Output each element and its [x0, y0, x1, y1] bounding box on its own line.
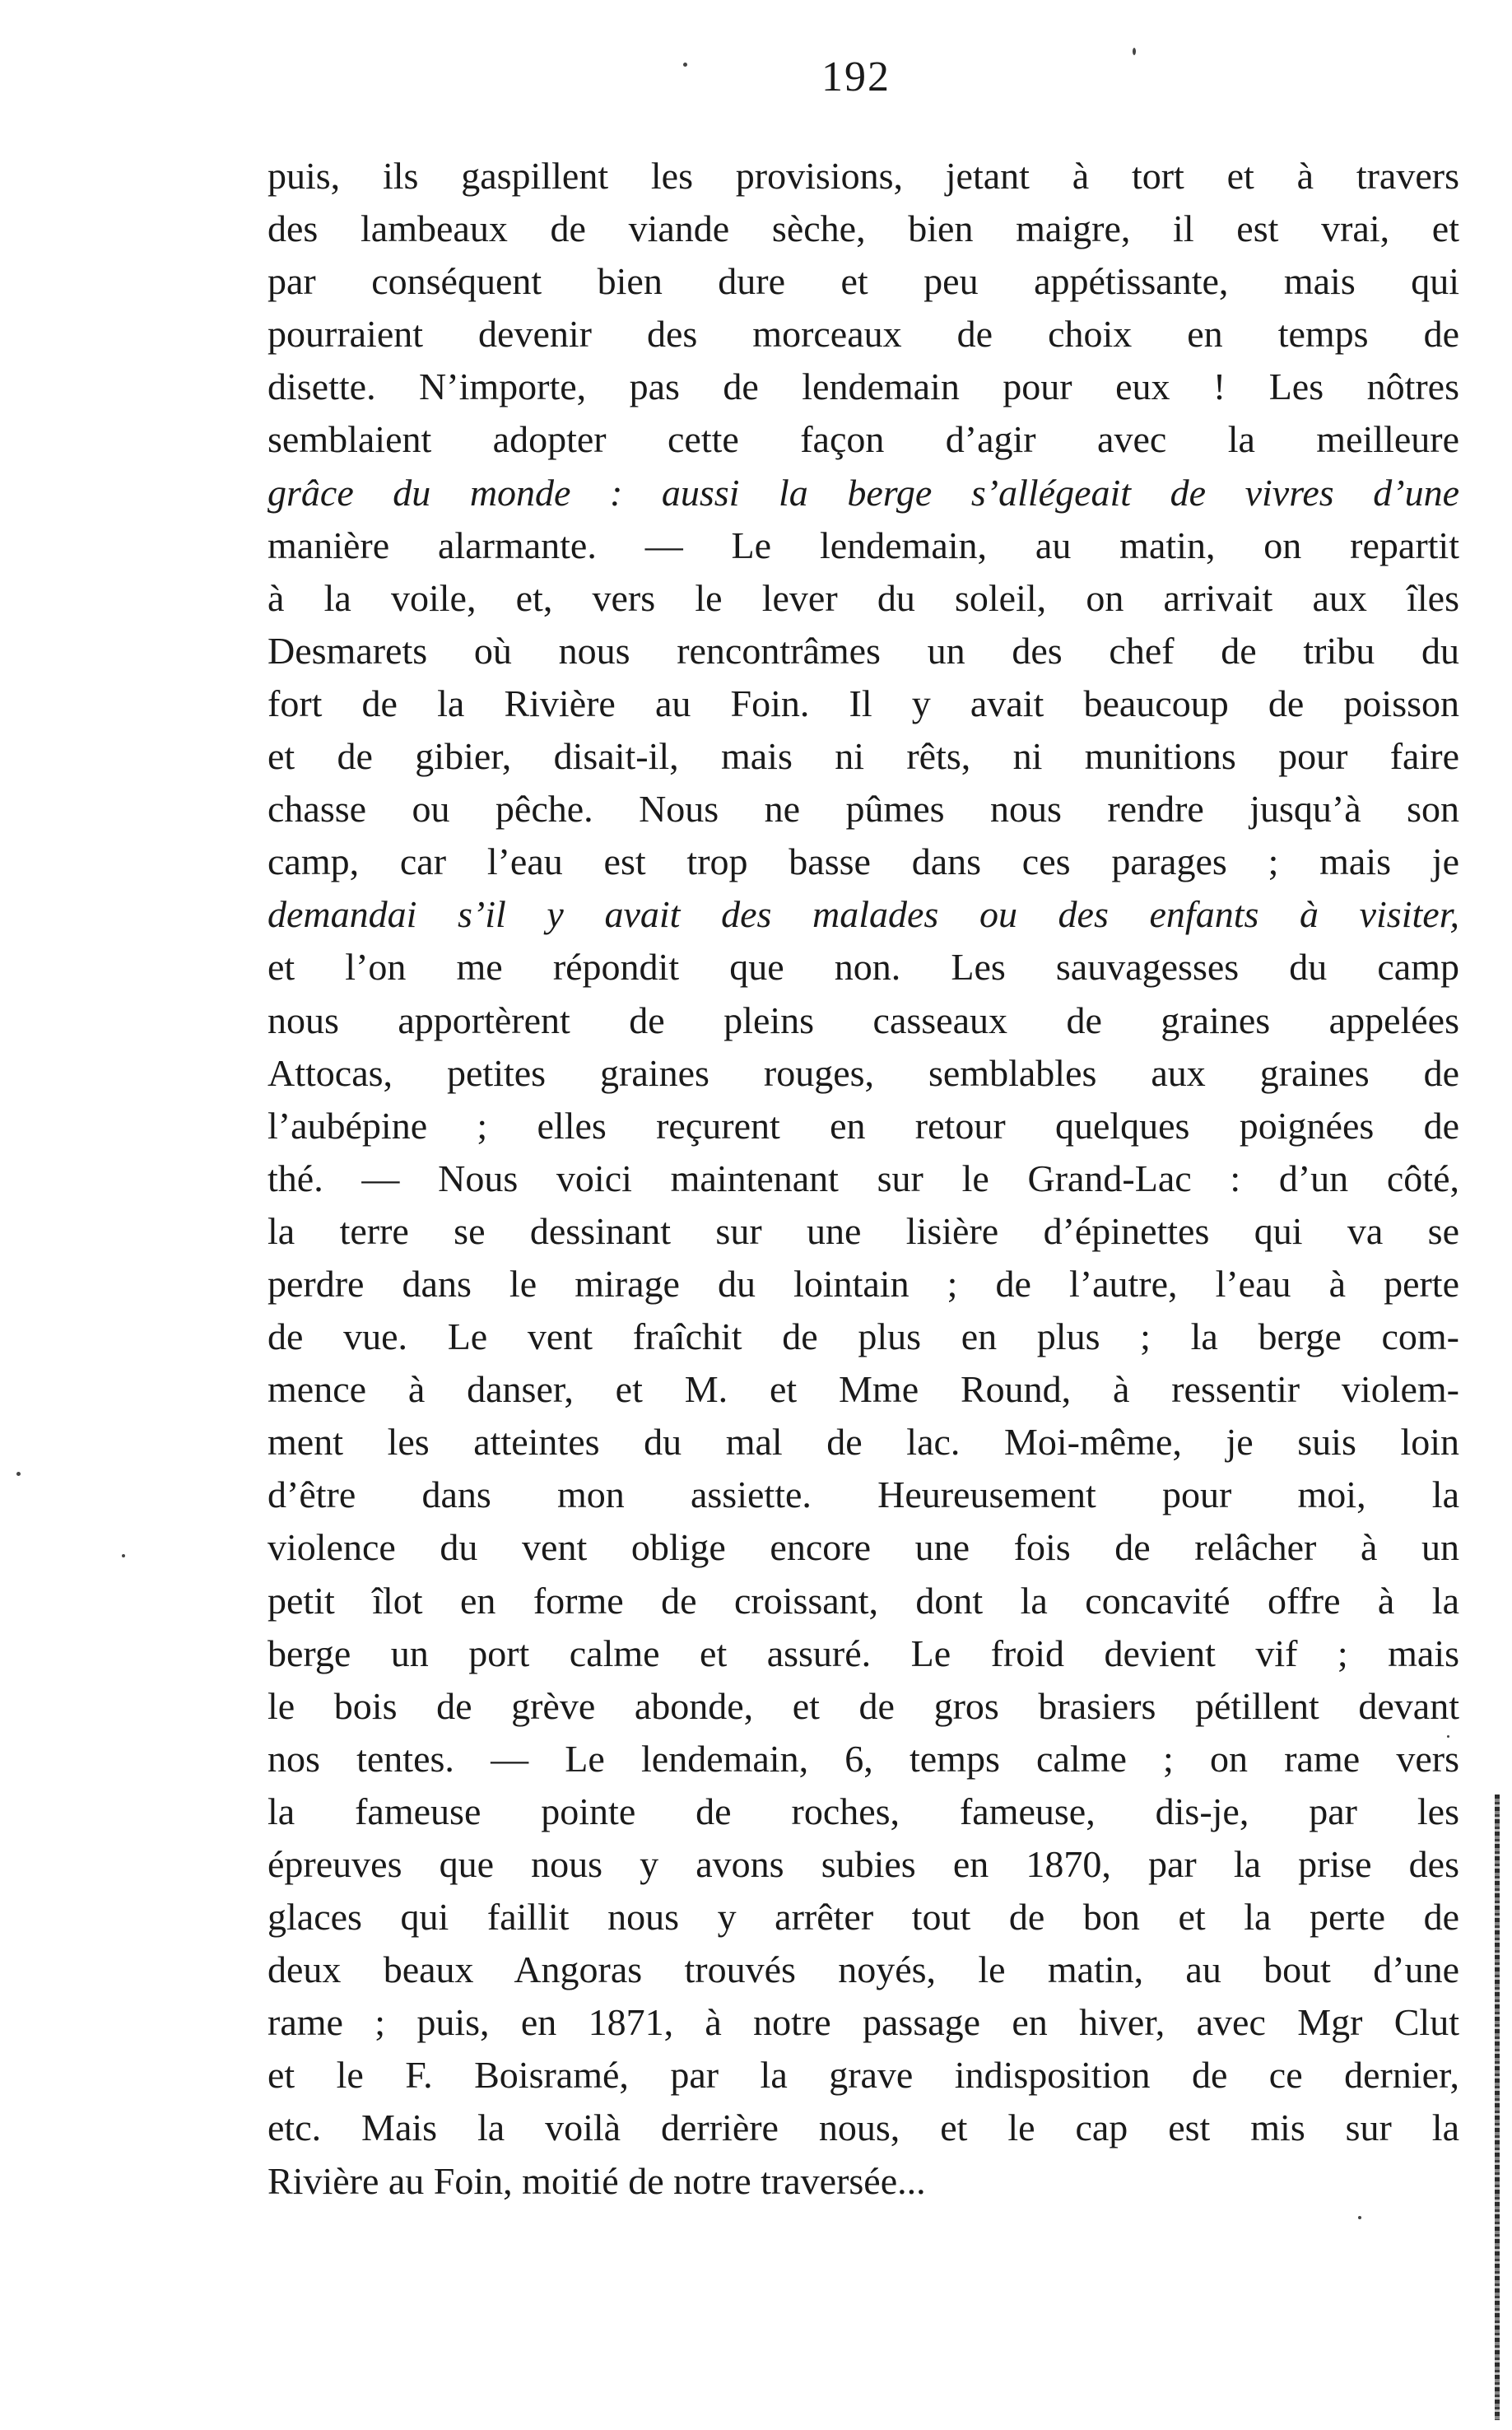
print-speck [683, 63, 687, 67]
text-line: le bois de grève abonde, et de gros brasiers pétillent devant [268, 1684, 1459, 1727]
text-line: nos tentes. — Le lendemain, 6, temps calme ; on rame vers [268, 1737, 1459, 1780]
text-line: et l’on me répondit que non. Les sauvagesses du camp [268, 946, 1459, 989]
text-line: et de gibier, disait-il, mais ni rêts, ni munitions pour faire [268, 735, 1459, 778]
text-line: rame ; puis, en 1871, à notre passage en hiver, avec Mgr Clut [268, 2001, 1459, 2044]
print-speck [1447, 1735, 1449, 1738]
text-line: par conséquent bien dure et peu appétissante, mais qui [268, 260, 1459, 303]
text-line: violence du vent oblige encore une fois de relâcher à un [268, 1526, 1459, 1569]
text-line: Rivière au Foin, moitié de notre traversée... [268, 2159, 926, 2202]
print-speck [1358, 2216, 1361, 2219]
text-line: mence à danser, et M. et Mme Round, à ressentir violem- [268, 1368, 1459, 1411]
print-speck [1133, 48, 1136, 55]
text-line: camp, car l’eau est trop basse dans ces parages ; mais je [268, 840, 1459, 883]
text-line: Attocas, petites graines rouges, semblables aux graines de [268, 1051, 1459, 1094]
text-line: puis, ils gaspillent les provisions, jetant à tort et à travers [268, 155, 1459, 197]
text-line: de vue. Le vent fraîchit de plus en plus ; la berge com- [268, 1315, 1459, 1358]
text-line: petit îlot en forme de croissant, dont la concavité offre à la [268, 1579, 1459, 1622]
print-speck [16, 1472, 21, 1476]
text-line: à la voile, et, vers le lever du soleil, on arrivait aux îles [268, 576, 1459, 619]
text-line: berge un port calme et assuré. Le froid devient vif ; mais [268, 1632, 1459, 1674]
text-line: chasse ou pêche. Nous ne pûmes nous rendre jusqu’à son [268, 788, 1459, 831]
text-line: pourraient devenir des morceaux de choix en temps de [268, 313, 1459, 356]
text-line: la fameuse pointe de roches, fameuse, dis-je, par les [268, 1790, 1459, 1832]
text-line: deux beaux Angoras trouvés noyés, le matin, au bout d’une [268, 1948, 1459, 1991]
text-line: ment les atteintes du mal de lac. Moi-même, je suis loin [268, 1421, 1459, 1464]
page-binding-edge [1495, 1795, 1500, 2420]
print-speck [122, 1554, 125, 1557]
text-line: épreuves que nous y avons subies en 1870, par la prise des [268, 1843, 1459, 1885]
page-number: 192 [821, 54, 891, 100]
text-line: glaces qui faillit nous y arrêter tout de bon et la perte de [268, 1896, 1459, 1939]
text-line: nous apportèrent de pleins casseaux de graines appelées [268, 999, 1459, 1041]
text-line: d’être dans mon assiette. Heureusement pour moi, la [268, 1473, 1459, 1516]
body-text [268, 150, 1459, 2208]
text-line: thé. — Nous voici maintenant sur le Grand-Lac : d’un côté, [268, 1157, 1459, 1199]
text-line: et le F. Boisramé, par la grave indisposition de ce dernier, [268, 2054, 1459, 2097]
text-line: manière alarmante. — Le lendemain, au matin, on repartit [268, 524, 1459, 566]
text-line: semblaient adopter cette façon d’agir avec la meilleure [268, 418, 1459, 461]
text-line: l’aubépine ; elles reçurent en retour quelques poignées de [268, 1104, 1459, 1147]
text-line: Desmarets où nous rencontrâmes un des chef de tribu du [268, 629, 1459, 672]
text-line: fort de la Rivière au Foin. Il y avait beaucoup de poisson [268, 682, 1459, 724]
text-line: etc. Mais la voilà derrière nous, et le cap est mis sur la [268, 2106, 1459, 2149]
text-line: grâce du monde : aussi la berge s’allégeait de vivres d’une [268, 471, 1459, 514]
text-line: demandai s’il y avait des malades ou des enfants à visiter, [268, 893, 1459, 936]
text-line: perdre dans le mirage du lointain ; de l’autre, l’eau à perte [268, 1262, 1459, 1305]
text-line: disette. N’importe, pas de lendemain pour eux ! Les nôtres [268, 365, 1459, 408]
text-line: la terre se dessinant sur une lisière d’épinettes qui va se [268, 1209, 1459, 1252]
text-line: des lambeaux de viande sèche, bien maigre, il est vrai, et [268, 207, 1459, 250]
